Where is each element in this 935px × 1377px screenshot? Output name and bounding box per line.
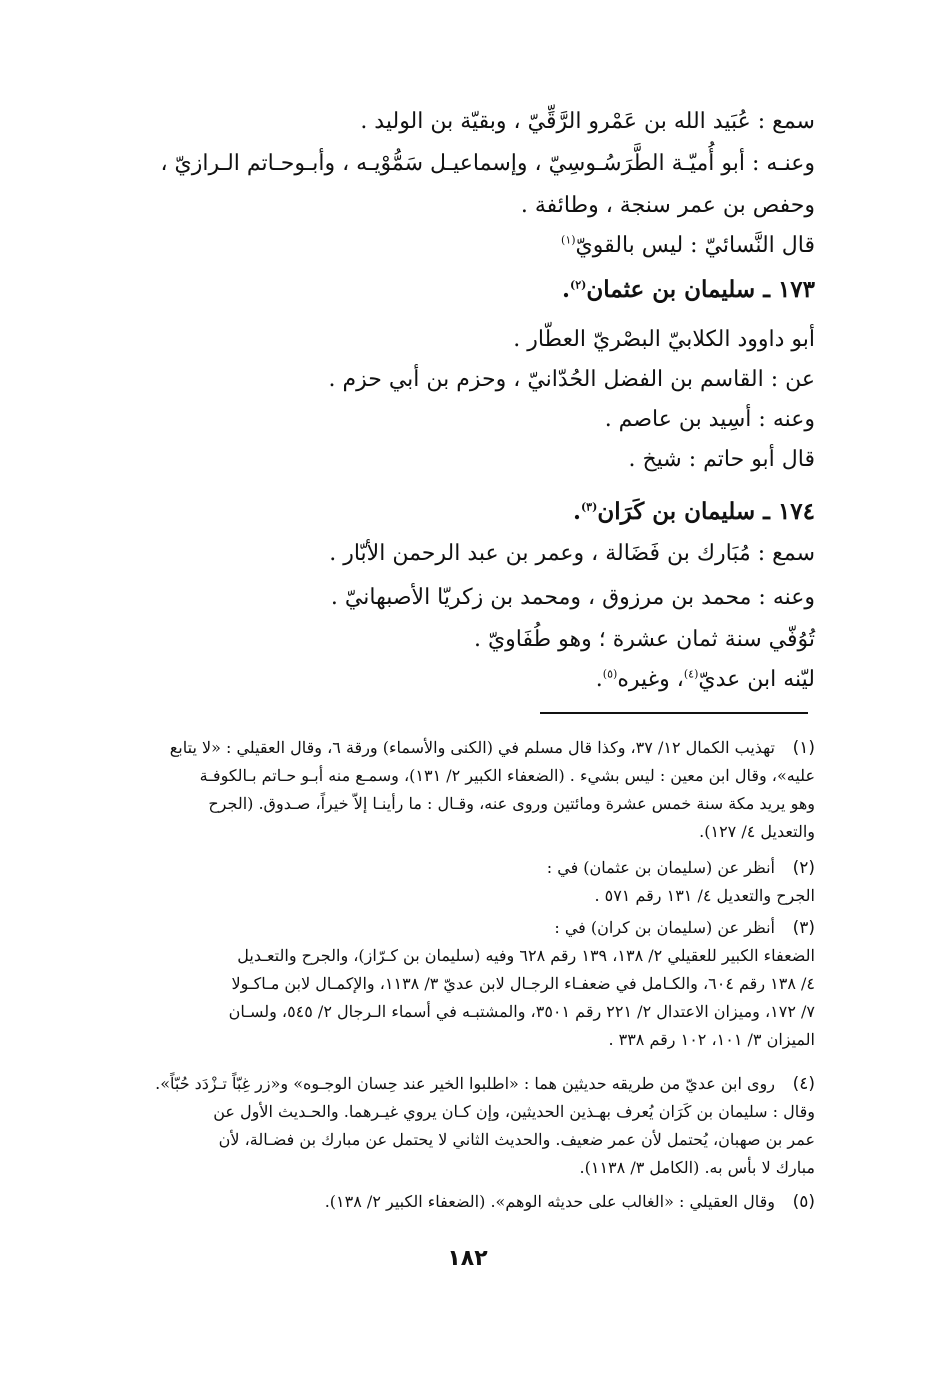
- footnote-marker[interactable]: (١): [561, 233, 576, 247]
- footnote-line: الميزان ٣/ ١٠١، ١٠٢ رقم ٣٣٨ .: [608, 1030, 815, 1049]
- body-line: وعنه : محمد بن مرزوق ، ومحمد بن زكريّا الأصبهانيّ .: [330, 585, 815, 610]
- footnote-number: (٣): [792, 918, 815, 938]
- footnote-line: الجرح والتعديل ٤/ ١٣١ رقم ٥٧١ .: [594, 886, 815, 905]
- body-line: تُوُفّي سنة ثمان عشرة ؛ وهو طُفَاويّ .: [473, 627, 815, 652]
- body-line: أبو داوود الكلابيّ البصْريّ العطّار .: [513, 327, 815, 352]
- footnote-separator: [540, 712, 808, 714]
- entry-heading-174: ١٧٤ ـ سليمان بن كَرَان$^{(٣)}$.: [572, 498, 815, 525]
- body-line: قال النَّسائيّ : ليس بالقويّ$^{(١)}$: [561, 233, 815, 258]
- footnote-line: الضعفاء الكبير للعقيلي ٢/ ١٣٨، ١٣٩ رقم ٦٢٨ وفيه (سليمان بن كـرّاز)، والجرح والتعـديل: [237, 946, 815, 965]
- footnote-marker[interactable]: (٥): [602, 667, 618, 681]
- footnote-line: روى ابن عديّ من طريقه حديثين هما : «اطلبوا الخير عند حِسان الوجـوه» و«زر غِبّاً تـزْدَد حُبّاً».: [155, 1074, 775, 1093]
- footnote-line: مبارك لا بأس به. (الكامل ٣/ ١١٣٨).: [579, 1158, 815, 1177]
- footnote-line: أنظر عن (سليمان بن عثمان) في :: [546, 858, 775, 877]
- body-line: وعنـه : أبو أُميّـة الطَّرَسُـوسِيّ ، وإسماعيـل سَمُّوْيـه ، وأبـوحـاتم الـرازيّ ،: [160, 151, 815, 176]
- page-number: ١٨٢: [447, 1246, 488, 1271]
- body-line: قال أبو حاتم : شيخ .: [628, 447, 815, 472]
- footnote-line: والتعديل ٤/ ١٢٧).: [699, 822, 815, 841]
- body-line: وعنه : أسِيد بن عاصم .: [604, 407, 815, 432]
- footnote-number: (٢): [792, 858, 815, 878]
- footnote-marker[interactable]: (٣): [580, 500, 598, 514]
- footnote-line: وقال العقيلي : «الغالب على حديثه الوهم». (الضعفاء الكبير ٢/ ١٣٨).: [324, 1192, 775, 1211]
- footnote-number: (١): [792, 738, 815, 758]
- footnote-line: عمر بن صهبان، يُحتمل لأن عمر ضعيف. والحديث الثاني لا يحتمل عن مبارك بن فضـالة، لأن: [218, 1130, 815, 1149]
- footnote-marker[interactable]: (٢): [570, 278, 587, 292]
- footnote-line: ٧/ ١٧٢، وميزان الاعتدال ٢/ ٢٢١ رقم ٣٥٠١، والمشتبـه في أسماء الـرجال ٢/ ٥٤٥، ولسـان: [228, 1002, 815, 1021]
- footnote-line: أنظر عن (سليمان بن كران) في :: [554, 918, 775, 937]
- footnote-line: تهذيب الكمال ١٢/ ٣٧، وكذا قال مسلم في (الكنى والأسماء) ورقة ٦، وقال العقيلي : «لا يتابع: [169, 738, 775, 757]
- body-line: عن : القاسم بن الفضل الحُدّانيّ ، وحزم بن أبي حزم .: [328, 367, 815, 392]
- footnote-marker[interactable]: (٤): [683, 667, 699, 681]
- footnote-line: وهو يريد مكة سنة خمس عشرة ومائتين وروى عنه، وقـال : ما رأينـا إلاّ خيراً، صـدوق. (الجرح: [208, 794, 815, 813]
- body-line: وحفص بن عمر سنجة ، وطائفة .: [520, 193, 815, 218]
- footnote-number: (٤): [792, 1074, 815, 1094]
- body-line: سمع : عُبَيد الله بن عَمْرو الرَّقِّيّ ، وبقيّة بن الوليد .: [360, 109, 815, 134]
- footnote-line: وقال : سليمان بن كَرَان يُعرف بهـذين الحديثين، وإن كـان يروي غيـرهما. والحـديث الأول عن: [213, 1102, 815, 1121]
- footnote-number: (٥): [792, 1192, 815, 1212]
- footnote-line: ٤/ ١٣٨ رقم ٦٠٤، والكـامل في ضعفـاء الرجـال لابن عديّ ٣/ ١١٣٨، والإكمـال لابن مـاكـولا: [231, 974, 815, 993]
- body-line: ليّنه ابن عديّ$^{(٤)}$، وغيره$^{(٥)}$.: [595, 667, 815, 692]
- body-line: سمع : مُبَارك بن فَضَالة ، وعمر بن عبد الرحمن الأبّار .: [329, 541, 815, 566]
- footnote-line: عليه»، وقال ابن معين : ليس بشيء . (الضعفاء الكبير ٢/ ١٣١)، وسمـع منه أبـو حـاتم بـالكوفـة: [199, 766, 815, 785]
- entry-heading-173: ١٧٣ ـ سليمان بن عثمان$^{(٢)}$.: [562, 276, 815, 303]
